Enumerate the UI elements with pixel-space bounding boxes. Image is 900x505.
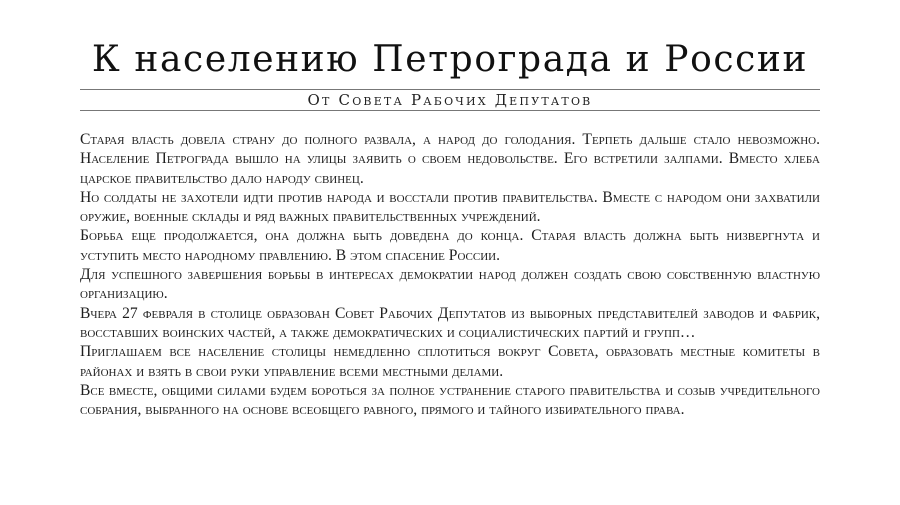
body-paragraph: Приглашаем все население столицы немедленно сплотиться вокруг Совета, образовать местные комитеты в районах и взять в свои руки управление всеми местными делами.	[80, 343, 820, 380]
document-body	[80, 130, 820, 419]
body-paragraph: Старая власть довела страну до полного развала, а народ до голодания. Терпеть дальше стало невозможно. Население Петрограда вышло на улицы заявить о своем недовольстве. Его встретили залпами. Вместо хлеба царское правительство дало народу свинец.	[80, 131, 820, 187]
body-paragraph: Для успешного завершения борьбы в интересах демократии народ должен создать свою собственную властную организацию.	[80, 266, 820, 303]
title-divider-bottom	[80, 110, 820, 111]
body-paragraph: Все вместе, общими силами будем бороться за полное устранение старого правительства и созыв учредительного собрания, выбранного на основе всеобщего равного, прямого и тайного избирательного права.	[80, 381, 820, 419]
body-paragraph: Но солдаты не захотели идти против народа и восстали против правительства. Вместе с народом они захватили оружие, военные склады и ряд важных правительственных учреждений.	[80, 188, 820, 226]
body-paragraph: Вчера 27 февраля в столице образован Совет Рабочих Депутатов из выборных представителей заводов и фабрик, восставших воинских частей, а также демократических и социалистических партий и групп…	[80, 304, 820, 341]
document-title: К населению Петрограда и России	[91, 39, 809, 80]
body-paragraph: Борьба еще продолжается, она должна быть доведена до конца. Старая власть должна быть низвергнута и уступить место народному правлению. В этом спасение России.	[80, 227, 820, 264]
document-page	[80, 0, 820, 419]
document-subtitle: От Совета Рабочих Депутатов	[307, 91, 593, 109]
